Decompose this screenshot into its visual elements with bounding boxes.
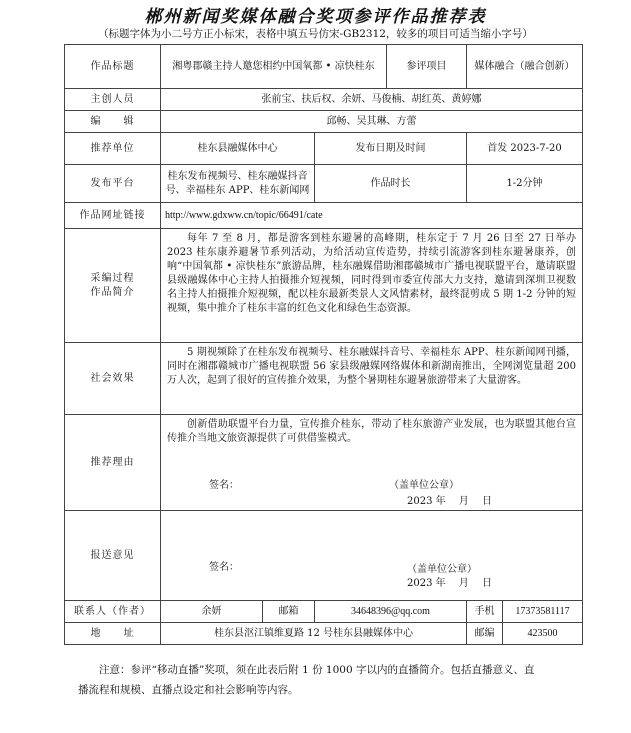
creators-value: 张前宝、扶后权、余妍、马俊楠、胡红英、黄婷娜 bbox=[161, 89, 583, 111]
row-effect bbox=[65, 343, 583, 415]
duration-label: 作品时长 bbox=[315, 165, 467, 203]
effect-text: 5 期视频除了在桂东发布视频号、桂东融媒抖音号、幸福桂东 APP、桂东新闻网刊播，同时在湘郡赣城市广播电视联盟 56 家县级融媒网络媒体和新湖南推出，全网浏览量超 200 万人次，起到了很好的宣传推介效果，为整个暑期桂东避暑旅游带来了大量游客。 bbox=[161, 343, 583, 415]
note-line-1: 注意：参评“移动直播”奖项，须在此表后附 1 份 1000 字以内的直播简介。包括直播意义、直 bbox=[99, 664, 535, 676]
process-text: 每年 7 至 8 月，都是游客到桂东避暑的高峰期，桂东定于 7 月 26 日至 27 日举办 2023 桂东康养避暑节系列活动，为给活动宣传造势，持续引流游客到桂东避暑康养，创响“中国氧都 • 凉快桂东”旅游品牌，桂东融媒借助湘郡赣城市广播电视联盟平台，邀请联盟县级融媒体中心主持人拍摄推介短视频，同时得到市委宣传部大力支持，邀请到深圳卫视数名主持人拍摄推介短视频，配以桂东最新类景人文风情素材，最终混剪成 5 期 1-2 分钟的短视频，集中推介了桂东丰富的红色文化和绿色生态资源。 bbox=[161, 229, 583, 343]
url-label: 作品网址链接 bbox=[65, 203, 161, 229]
platform-label: 发布平台 bbox=[65, 165, 161, 203]
duration-value: 1-2分钟 bbox=[467, 165, 583, 203]
contact-name: 余妍 bbox=[161, 601, 263, 623]
opinion-cell bbox=[161, 511, 583, 601]
page-title: 郴州新闻奖媒体融合奖项参评作品推荐表 bbox=[144, 7, 487, 27]
phone-value: 17373581117 bbox=[503, 601, 583, 623]
unit-label: 推荐单位 bbox=[65, 133, 161, 165]
note-line-2: 播流程和规模、直播点设定和社会影响等内容。 bbox=[78, 684, 299, 696]
unit-value: 桂东县融媒体中心 bbox=[161, 133, 315, 165]
page-subtitle: （标题字体为小二号方正小标宋，表格中填五号仿宋-GB2312，较多的项目可适当缩小字号） bbox=[98, 28, 533, 40]
contact-label: 联系人（作者） bbox=[65, 601, 161, 623]
process-label-line1: 采编过程 bbox=[90, 272, 135, 284]
work-title-label: 作品标题 bbox=[65, 45, 161, 89]
footer-note bbox=[78, 660, 598, 700]
row-unit bbox=[65, 133, 583, 165]
publish-date-label: 发布日期及时间 bbox=[315, 133, 467, 165]
opinion-seal: （盖单位公章） bbox=[407, 564, 477, 575]
recommendation-table bbox=[64, 44, 583, 645]
process-label bbox=[65, 229, 161, 343]
row-creators bbox=[65, 89, 583, 111]
publish-date-value: 首发 2023-7-20 bbox=[467, 133, 583, 165]
item-label: 参评项目 bbox=[387, 45, 467, 89]
address-value: 桂东县沤江镇维夏路 12 号桂东县融媒体中心 bbox=[161, 623, 467, 645]
phone-label: 手机 bbox=[467, 601, 503, 623]
address-label: 地 址 bbox=[65, 623, 161, 645]
effect-label: 社会效果 bbox=[65, 343, 161, 415]
url-value[interactable]: http://www.gdxww.cn/topic/66491/cate bbox=[161, 203, 583, 229]
row-contact bbox=[65, 601, 583, 623]
row-platform bbox=[65, 165, 583, 203]
editors-label: 编 辑 bbox=[65, 111, 161, 133]
zip-value: 423500 bbox=[503, 623, 583, 645]
row-editors bbox=[65, 111, 583, 133]
opinion-date: 2023 年 月 日 bbox=[407, 578, 492, 589]
reason-sign: 签名： bbox=[209, 480, 239, 491]
process-label-line2: 作品简介 bbox=[90, 286, 135, 298]
work-title-value: 湘粤郡赣主持人邀您相约中国氧都 • 凉快桂东 bbox=[161, 45, 387, 89]
reason-text: 创新借助联盟平台力量，宣传推介桂东，带动了桂东旅游产业发展，也为联盟其他台宣传推介当地文旅资源提供了可供借鉴模式。 bbox=[167, 419, 576, 444]
row-process bbox=[65, 229, 583, 343]
row-url bbox=[65, 203, 583, 229]
reason-date: 2023 年 月 日 bbox=[407, 496, 492, 507]
opinion-label: 报送意见 bbox=[65, 511, 161, 601]
reason-seal: （盖单位公章） bbox=[389, 480, 459, 491]
item-value: 媒体融合（融合创新） bbox=[467, 45, 583, 89]
reason-cell bbox=[161, 415, 583, 511]
creators-label: 主创人员 bbox=[65, 89, 161, 111]
opinion-sign: 签名： bbox=[209, 562, 239, 573]
zip-label: 邮编 bbox=[467, 623, 503, 645]
editors-value: 邱畅、吴其琳、方蕾 bbox=[161, 111, 583, 133]
platform-value: 桂东发布视频号、桂东融媒抖音号、幸福桂东 APP、桂东新闻网 bbox=[161, 165, 315, 203]
reason-label: 推荐理由 bbox=[65, 415, 161, 511]
row-work-title bbox=[65, 45, 583, 89]
row-reason bbox=[65, 415, 583, 511]
row-opinion bbox=[65, 511, 583, 601]
email-value: 34648396@qq.com bbox=[315, 601, 467, 623]
row-address bbox=[65, 623, 583, 645]
email-label: 邮箱 bbox=[263, 601, 315, 623]
